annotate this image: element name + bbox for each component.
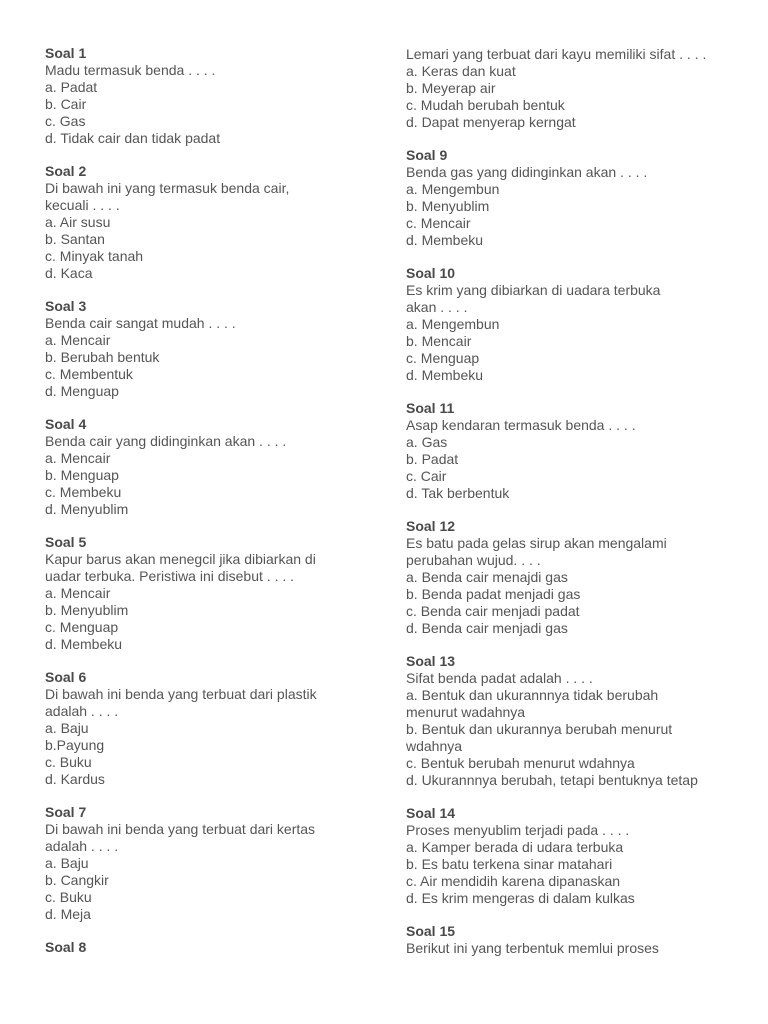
answer-option: a. Gas	[406, 434, 448, 450]
answer-option: b. Cangkir	[45, 872, 109, 888]
answer-option: b.Payung	[45, 737, 105, 753]
question-block	[406, 265, 736, 384]
question-block	[45, 669, 345, 788]
question-block	[406, 46, 736, 131]
right-column	[406, 46, 736, 973]
answer-option: b. Berubah bentuk	[45, 349, 160, 365]
question-text: Lemari yang terbuat dari kayu memiliki sifat . . . .	[406, 46, 707, 62]
answer-option: c. Benda cair menjadi padat	[406, 603, 580, 619]
answer-option: a. Mencair	[45, 450, 111, 466]
answer-option: b. Menyublim	[45, 602, 129, 618]
question-text: adalah . . . .	[45, 703, 119, 719]
question-text: wdahnya	[406, 738, 463, 754]
answer-option: b. Menguap	[45, 467, 119, 483]
question-text: Sifat benda padat adalah . . . .	[406, 670, 593, 686]
answer-option: d. Benda cair menjadi gas	[406, 620, 568, 636]
answer-option: b. Cair	[45, 96, 87, 112]
answer-option: b. Bentuk dan ukurannya berubah menurut	[406, 721, 673, 737]
answer-option: d. Menyublim	[45, 501, 129, 517]
question-title: Soal 9	[406, 147, 448, 163]
answer-option: d. Dapat menyerap kerngat	[406, 114, 576, 130]
question-text: uadar terbuka. Peristiwa ini disebut . . . .	[45, 568, 295, 584]
answer-option: a. Baju	[45, 855, 89, 871]
answer-option: a. Mencair	[45, 332, 111, 348]
answer-option: c. Buku	[45, 754, 92, 770]
question-block	[45, 534, 345, 653]
answer-option: a. Keras dan kuat	[406, 63, 516, 79]
question-title: Soal 2	[45, 163, 87, 179]
answer-option: c. Gas	[45, 113, 86, 129]
answer-option: b. Menyublim	[406, 198, 490, 214]
answer-option: d. Menguap	[45, 383, 119, 399]
answer-option: c. Buku	[45, 889, 92, 905]
question-title: Soal 12	[406, 518, 456, 534]
question-text: kecuali . . . .	[45, 197, 120, 213]
question-block	[45, 163, 345, 282]
answer-option: c. Minyak tanah	[45, 248, 144, 264]
question-block	[45, 45, 345, 147]
question-title: Soal 5	[45, 534, 87, 550]
answer-option: c. Mencair	[406, 215, 471, 231]
question-block	[406, 400, 736, 502]
question-text: Asap kendaran termasuk benda . . . .	[406, 417, 636, 433]
question-title: Soal 15	[406, 923, 456, 939]
question-text: Madu termasuk benda . . . .	[45, 62, 216, 78]
answer-option: c. Menguap	[406, 350, 480, 366]
answer-option: c. Bentuk berubah menurut wdahnya	[406, 755, 635, 771]
answer-option: a. Kamper berada di udara terbuka	[406, 839, 624, 855]
answer-option: b. Benda padat menjadi gas	[406, 586, 581, 602]
answer-option: b. Padat	[406, 451, 459, 467]
answer-option: a. Air susu	[45, 214, 111, 230]
question-text: Berikut ini yang terbentuk memlui proses	[406, 940, 659, 956]
question-text: Di bawah ini yang termasuk benda cair,	[45, 180, 290, 196]
question-title: Soal 10	[406, 265, 456, 281]
answer-option: b. Santan	[45, 231, 105, 247]
answer-option: a. Mengembun	[406, 181, 500, 197]
question-title: Soal 13	[406, 653, 456, 669]
answer-option: c. Cair	[406, 468, 447, 484]
answer-option: a. Mencair	[45, 585, 111, 601]
question-block	[406, 923, 736, 957]
question-text: menurut wadahnya	[406, 704, 526, 720]
answer-option: b. Mencair	[406, 333, 472, 349]
answer-option: d. Tidak cair dan tidak padat	[45, 130, 221, 146]
answer-option: a. Benda cair menajdi gas	[406, 569, 568, 585]
question-title: Soal 14	[406, 805, 456, 821]
answer-option: d. Kardus	[45, 771, 105, 787]
question-text: Di bawah ini benda yang terbuat dari plastik	[45, 686, 317, 702]
answer-option: d. Membeku	[406, 232, 484, 248]
answer-option: c. Membeku	[45, 484, 122, 500]
question-block	[45, 416, 345, 518]
answer-option: c. Menguap	[45, 619, 119, 635]
answer-option: a. Mengembun	[406, 316, 500, 332]
left-column	[45, 45, 345, 972]
question-text: perubahan wujud. . . .	[406, 552, 541, 568]
question-title: Soal 8	[45, 939, 87, 955]
answer-option: a. Bentuk dan ukurannnya tidak berubah	[406, 687, 659, 703]
answer-option: c. Air mendidih karena dipanaskan	[406, 873, 621, 889]
question-title: Soal 3	[45, 298, 87, 314]
answer-option: d. Membeku	[45, 636, 123, 652]
question-title: Soal 4	[45, 416, 87, 432]
question-text: Benda cair sangat mudah . . . .	[45, 315, 236, 331]
answer-option: d. Tak berbentuk	[406, 485, 510, 501]
question-title: Soal 7	[45, 804, 87, 820]
answer-option: d. Membeku	[406, 367, 484, 383]
question-text: Proses menyublim terjadi pada . . . .	[406, 822, 630, 838]
answer-option: c. Mudah berubah bentuk	[406, 97, 565, 113]
question-text: adalah . . . .	[45, 838, 119, 854]
answer-option: c. Membentuk	[45, 366, 133, 382]
question-text: Es krim yang dibiarkan di uadara terbuka	[406, 282, 661, 298]
question-text: Kapur barus akan menegcil jika dibiarkan di	[45, 551, 316, 567]
question-block	[45, 804, 345, 923]
answer-option: a. Baju	[45, 720, 89, 736]
answer-option: d. Meja	[45, 906, 91, 922]
answer-option: d. Es krim mengeras di dalam kulkas	[406, 890, 635, 906]
answer-option: b. Es batu terkena sinar matahari	[406, 856, 613, 872]
answer-option: d. Ukurannnya berubah, tetapi bentuknya tetap	[406, 772, 698, 788]
question-block	[406, 518, 736, 637]
answer-option: d. Kaca	[45, 265, 93, 281]
question-block	[45, 298, 345, 400]
question-block	[45, 939, 345, 956]
answer-option: b. Meyerap air	[406, 80, 496, 96]
question-text: akan . . . .	[406, 299, 468, 315]
question-text: Di bawah ini benda yang terbuat dari kertas	[45, 821, 316, 837]
question-text: Es batu pada gelas sirup akan mengalami	[406, 535, 667, 551]
question-title: Soal 6	[45, 669, 87, 685]
question-block	[406, 653, 736, 789]
question-title: Soal 11	[406, 400, 455, 416]
question-block	[406, 147, 736, 249]
question-block	[406, 805, 736, 907]
question-text: Benda cair yang didinginkan akan . . . .	[45, 433, 287, 449]
question-text: Benda gas yang didinginkan akan . . . .	[406, 164, 648, 180]
question-title: Soal 1	[45, 45, 87, 61]
answer-option: a. Padat	[45, 79, 98, 95]
